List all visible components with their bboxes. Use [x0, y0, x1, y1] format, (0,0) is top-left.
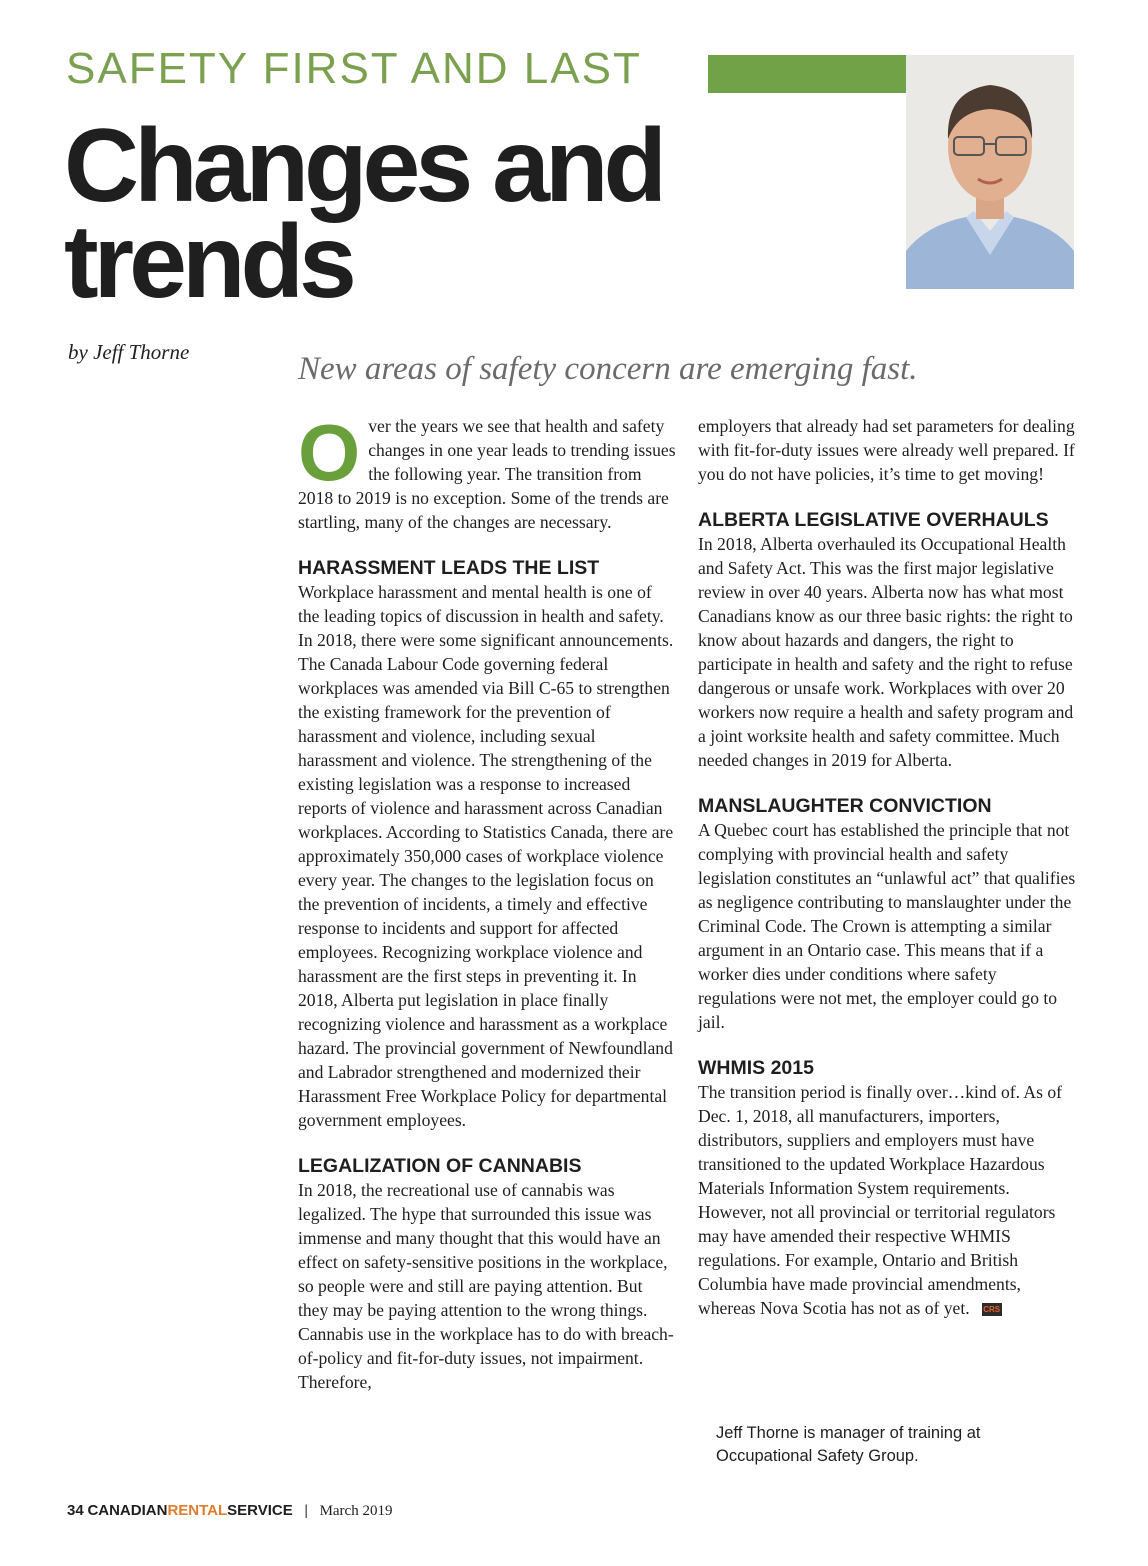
- section-body-text: The transition period is finally over…kind of. As of Dec. 1, 2018, all manufacturers, importers, distributors, suppliers and employers must have transitioned to the updated Workplace Hazardous Materials Information System requirements. However, not all provincial or territorial regulators may have amended their respective WHMIS regulations. For example, Ontario and British Columbia have made provincial amendments, whereas Nova Scotia has not as of yet.: [698, 1082, 1063, 1318]
- brand-part-2: RENTAL: [167, 1502, 228, 1519]
- intro-paragraph: [298, 408, 676, 534]
- section-heading: WHMIS 2015: [698, 1057, 814, 1079]
- article-column-2: [698, 414, 1076, 1320]
- crs-end-mark-icon: CRS: [983, 1305, 1001, 1315]
- section-heading: LEGALIZATION OF CANNABIS: [298, 1155, 582, 1177]
- kicker-accent-bar: [708, 55, 906, 93]
- brand-part-3: SERVICE: [227, 1502, 293, 1519]
- section-heading: ALBERTA LEGISLATIVE OVERHAULS: [698, 509, 1049, 531]
- page-number: 34: [67, 1502, 84, 1519]
- dropcap: O: [298, 408, 361, 497]
- intro-text: ver the years we see that health and safety changes in one year leads to trending issues the following year. The transition from 2018 to 2019 is no exception. Some of the trends are startling, many of the changes are necessary.: [298, 416, 676, 532]
- headline: [64, 108, 764, 320]
- byline: by Jeff Thorne: [68, 340, 190, 364]
- publication-name: [87, 1502, 292, 1519]
- section-body: In 2018, the recreational use of cannabis was legalized. The hype that surrounded this issue was immense and many thought that this would have an effect on safety-sensitive positions in the workplace, so people were and still are paying attention. But they may be paying attention to the wrong things. Cannabis use in the workplace has to do with breach-of-policy and fit-for-duty issues, not impairment. Therefore,: [298, 1180, 674, 1392]
- headline-line-2: trends: [64, 204, 352, 320]
- section-body: A Quebec court has established the principle that not complying with provincial health and safety legislation constitutes an “unlawful act” that qualifies as negligence contributing to manslaughter under the Criminal Code. The Crown is attempting a similar argument in an Ontario case. This means that if a worker dies under conditions where safety regulations were not met, the employer could go to jail.: [698, 820, 1076, 1032]
- footer-separator: |: [304, 1503, 308, 1519]
- section-kicker: SAFETY FIRST AND LAST: [66, 44, 642, 93]
- headline-line-1: Changes and: [64, 108, 662, 224]
- section-heading: HARASSMENT LEADS THE LIST: [298, 557, 600, 579]
- author-portrait-icon: [906, 55, 1074, 289]
- page-footer: [67, 1502, 392, 1520]
- brand-part-1: CANADIAN: [87, 1502, 168, 1519]
- deck: New areas of safety concern are emerging fast.: [298, 351, 918, 387]
- issue-date: March 2019: [319, 1503, 393, 1519]
- section-body: [698, 1080, 1076, 1320]
- section-body: Workplace harassment and mental health is one of the leading topics of discussion in health and safety. In 2018, there were some significant announcements. The Canada Labour Code governing federal workplaces was amended via Bill C-65 to strengthen the existing framework for the prevention of harassment and violence, including sexual harassment and violence. The strengthening of the existing legislation was a response to increased reports of violence and harassment across Canadian workplaces. According to Statistics Canada, there are approximately 350,000 cases of workplace violence every year. The changes to the legislation focus on the prevention of incidents, a timely and effective response to incidents and support for affected employees. Recognizing workplace violence and harassment are the first steps in preventing it. In 2018, Alberta put legislation in place finally recognizing violence and harassment as a workplace hazard. The provincial government of Newfoundland and Labrador strengthened and modernized their Harassment Free Workplace Policy for departmental government employees.: [298, 582, 674, 1130]
- author-bio: Jeff Thorne is manager of training at Occupational Safety Group.: [716, 1424, 981, 1465]
- section-body: In 2018, Alberta overhauled its Occupational Health and Safety Act. This was the first major legislative review in over 40 years. Alberta now has what most Canadians know as our three basic rights: the right to know about hazards and dangers, the right to participate in health and safety and the right to refuse dangerous or unsafe work. Workplaces with over 20 workers now require a health and safety program and a joint worksite health and safety committee. Much needed changes in 2019 for Alberta.: [698, 534, 1074, 770]
- author-photo: [906, 55, 1074, 289]
- section-body-continued: employers that already had set parameters for dealing with fit-for-duty issues were already well prepared. If you do not have policies, it’s time to get moving!: [698, 416, 1075, 484]
- section-heading: MANSLAUGHTER CONVICTION: [698, 795, 992, 817]
- article-column-1: [298, 408, 676, 1394]
